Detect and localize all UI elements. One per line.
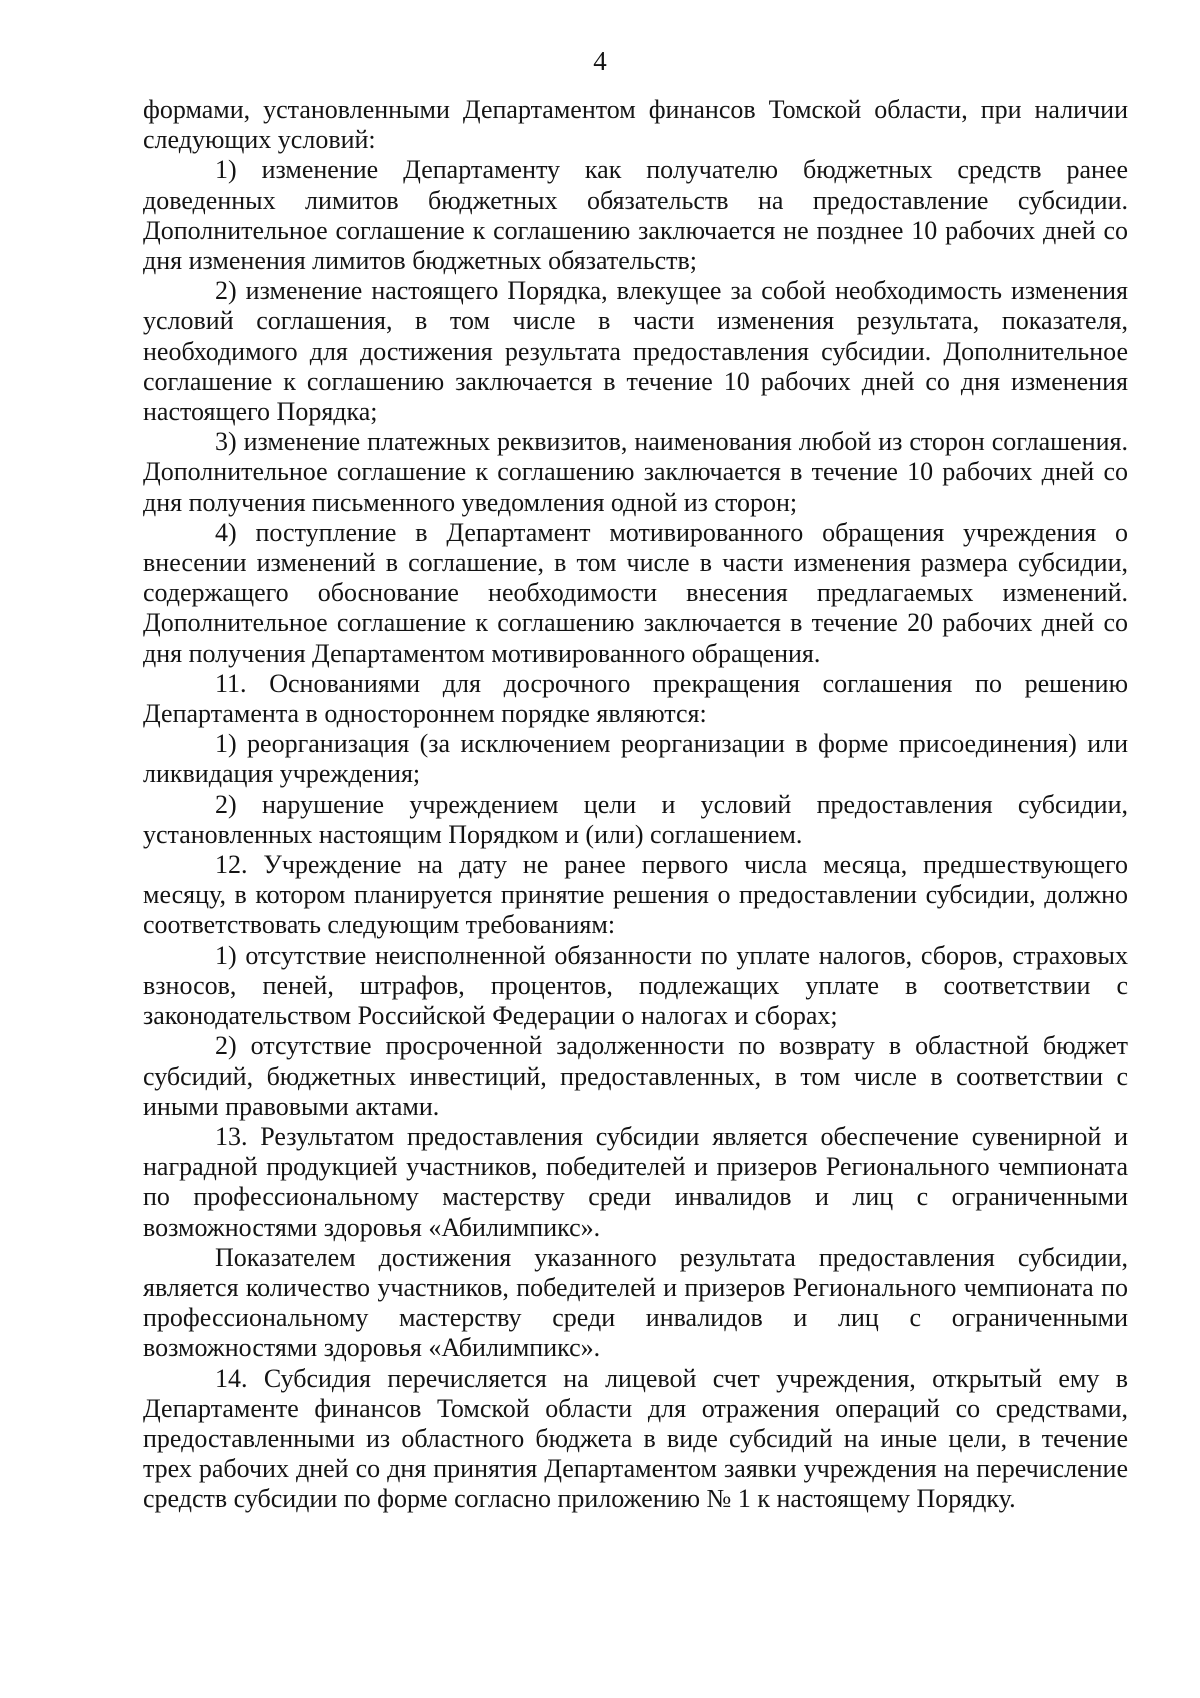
document-body (143, 95, 1128, 1515)
paragraph-section-12: 12. Учреждение на дату не ранее первого числа месяца, предшествующего месяцу, в котором планируется принятие решения о предоставлении субсидии, должно соответствовать следующим требованиям: (143, 850, 1128, 940)
paragraph-condition-4: 4) поступление в Департамент мотивированного обращения учреждения о внесении изменений в соглашение, в том числе в части изменения размера субсидии, содержащего обоснование необходимости внесения предлагаемых изменений. Дополнительное соглашение к соглашению заключается в течение 20 рабочих дней со дня получения Департаментом мотивированного обращения. (143, 517, 1128, 668)
paragraph-condition-1: 1) изменение Департаменту как получателю бюджетных средств ранее доведенных лимитов бюджетных обязательств на предоставление субсидии. Дополнительное соглашение к соглашению заключается не позднее 10 рабочих дней со дня изменения лимитов бюджетных обязательств; (143, 155, 1128, 276)
paragraph-continuation: формами, установленными Департаментом финансов Томской области, при наличии следующих условий: (143, 95, 1128, 155)
paragraph-section-12-item-1: 1) отсутствие неисполненной обязанности по уплате налогов, сборов, страховых взносов, пеней, штрафов, процентов, подлежащих уплате в соответствии с законодательством Российской Федерации о налогах и сборах; (143, 940, 1128, 1031)
paragraph-section-14: 14. Субсидия перечисляется на лицевой счет учреждения, открытый ему в Департаменте финансов Томской области для отражения операций со средствами, предоставленными из областного бюджета в виде субсидий на иные цели, в течение трех рабочих дней со дня принятия Департаментом заявки учреждения на перечисление средств субсидии по форме согласно приложению № 1 к настоящему Порядку. (143, 1363, 1128, 1514)
paragraph-section-11-item-2: 2) нарушение учреждением цели и условий предоставления субсидии, установленных настоящим Порядком и (или) соглашением. (143, 789, 1128, 849)
paragraph-section-13-indicator: Показателем достижения указанного результата предоставления субсидии, является количество участников, победителей и призеров Регионального чемпионата по профессиональному мастерству среди инвалидов и лиц с ограниченными возможностями здоровья «Абилимпикс». (143, 1242, 1128, 1363)
paragraph-section-11: 11. Основаниями для досрочного прекращения соглашения по решению Департамента в одностороннем порядке являются: (143, 668, 1128, 729)
paragraph-section-13: 13. Результатом предоставления субсидии является обеспечение сувенирной и наградной продукцией участников, победителей и призеров Регионального чемпионата по профессиональному мастерству среди инвалидов и лиц с ограниченными возможностями здоровья «Абилимпикс». (143, 1121, 1128, 1242)
paragraph-section-12-item-2: 2) отсутствие просроченной задолженности по возврату в областной бюджет субсидий, бюджетных инвестиций, предоставленных, в том числе в соответствии с иными правовыми актами. (143, 1031, 1128, 1121)
paragraph-section-11-item-1: 1) реорганизация (за исключением реорганизации в форме присоединения) или ликвидация учреждения; (143, 729, 1128, 789)
page-number: 4 (593, 46, 607, 76)
paragraph-condition-3: 3) изменение платежных реквизитов, наименования любой из сторон соглашения. Дополнительное соглашение к соглашению заключается в течение 10 рабочих дней со дня получения письменного уведомления одной из сторон; (143, 427, 1128, 517)
paragraph-condition-2: 2) изменение настоящего Порядка, влекущее за собой необходимость изменения условий соглашения, в том числе в части изменения результата, показателя, необходимого для достижения результата предоставления субсидии. Дополнительное соглашение к соглашению заключается в течение 10 рабочих дней со дня изменения настоящего Порядка; (143, 276, 1128, 427)
